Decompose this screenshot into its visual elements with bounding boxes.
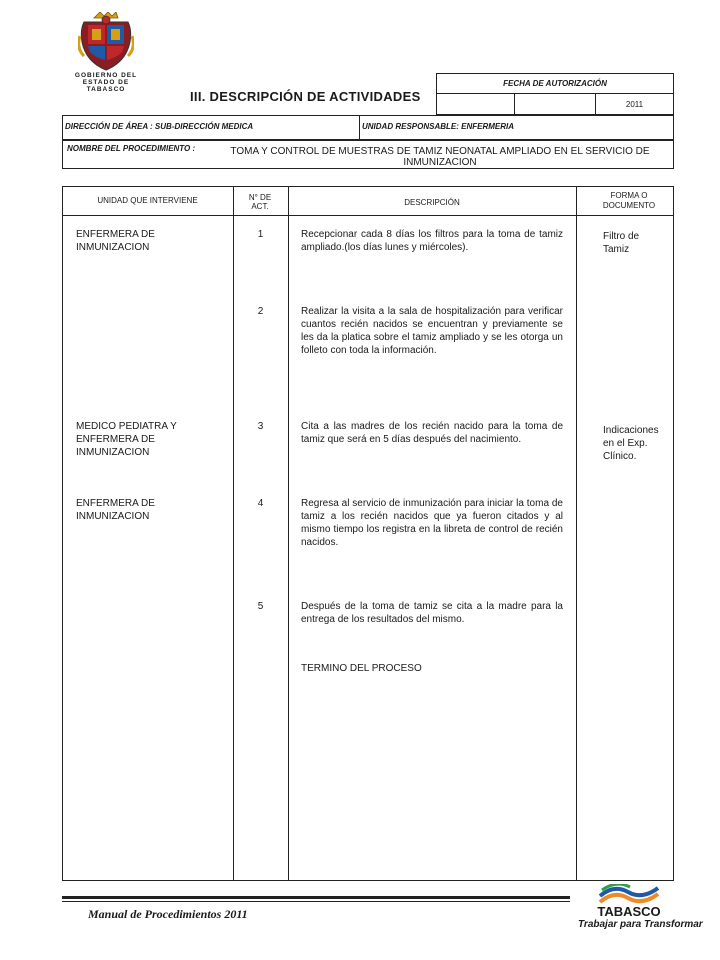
row1-unidad: ENFERMERA DE INMUNIZACION — [76, 229, 155, 253]
footer-rule-thin — [62, 901, 570, 902]
tabasco-logo-name: TABASCO — [597, 904, 661, 919]
row1-forma: Filtro de Tamiz — [603, 231, 640, 255]
row2-num: 2 — [257, 306, 264, 317]
row3-forma: Indicaciones en el Exp. Clínico. — [603, 425, 659, 462]
procedimiento-name: TOMA Y CONTROL DE MUESTRAS DE TAMIZ NEONATAL AMPLIADO EN EL SERVICIO DE INMUNIZACION — [230, 146, 650, 168]
row1-num: 1 — [257, 229, 264, 240]
row3-num: 3 — [257, 421, 264, 432]
tabasco-logo-slogan: Trabajar para Transformar — [578, 919, 703, 930]
seal-caption: GOBIERNO DEL ESTADO DE TABASCO — [74, 72, 138, 93]
row3-descripcion: Cita a las madres de los recién nacido para la toma de tamiz que será en 5 días después del nacimiento. — [301, 421, 563, 445]
row1-descripcion: Recepcionar cada 8 días los filtros para la toma de tamiz ampliado.(los días lunes y miércoles). — [301, 229, 563, 253]
header-descripcion: DESCRIPCIÓN — [404, 198, 460, 207]
fecha-label: FECHA DE AUTORIZACIÓN — [503, 79, 607, 88]
header-num-act: N° DE ACT. — [248, 193, 272, 211]
unidad-responsable: UNIDAD RESPONSABLE: ENFERMERIA — [362, 122, 515, 131]
row5-num: 5 — [257, 601, 264, 612]
manual-caption: Manual de Procedimientos 2011 — [88, 907, 248, 921]
state-seal — [78, 12, 134, 72]
termino-proceso: TERMINO DEL PROCESO — [301, 663, 422, 674]
row4-descripcion: Regresa al servicio de inmunización para iniciar la toma de tamiz a los recién nacidos que ya fueron citados y al mismo tiempo los registra en la libreta de control de recién nacidos. — [301, 498, 563, 548]
tabasco-logo-mark — [598, 884, 660, 906]
header-forma: FORMA O DOCUMENTO — [602, 191, 656, 210]
section-title: III. DESCRIPCIÓN DE ACTIVIDADES — [190, 89, 421, 104]
row4-unidad: ENFERMERA DE INMUNIZACION — [76, 498, 155, 522]
row5-descripcion: Después de la toma de tamiz se cita a la madre para la entrega de los resultados del mismo. — [301, 601, 563, 625]
fecha-year: 2011 — [625, 100, 644, 109]
header-unidad: UNIDAD QUE INTERVIENE — [97, 196, 198, 205]
footer-rule — [62, 896, 570, 899]
row2-descripcion: Realizar la visita a la sala de hospitalización para verificar cuantos recién nacidos se encuentran y previamente se les da la platica sobre el tamiz ampliado y se les otorga un folleto con toda la información. — [301, 306, 563, 356]
row4-num: 4 — [257, 498, 264, 509]
direccion-area: DIRECCIÓN DE ÁREA : SUB-DIRECCIÓN MEDICA — [65, 122, 254, 131]
procedimiento-label: NOMBRE DEL PROCEDIMIENTO : — [67, 144, 196, 153]
row3-unidad: MEDICO PEDIATRA Y ENFERMERA DE INMUNIZACION — [76, 421, 177, 458]
